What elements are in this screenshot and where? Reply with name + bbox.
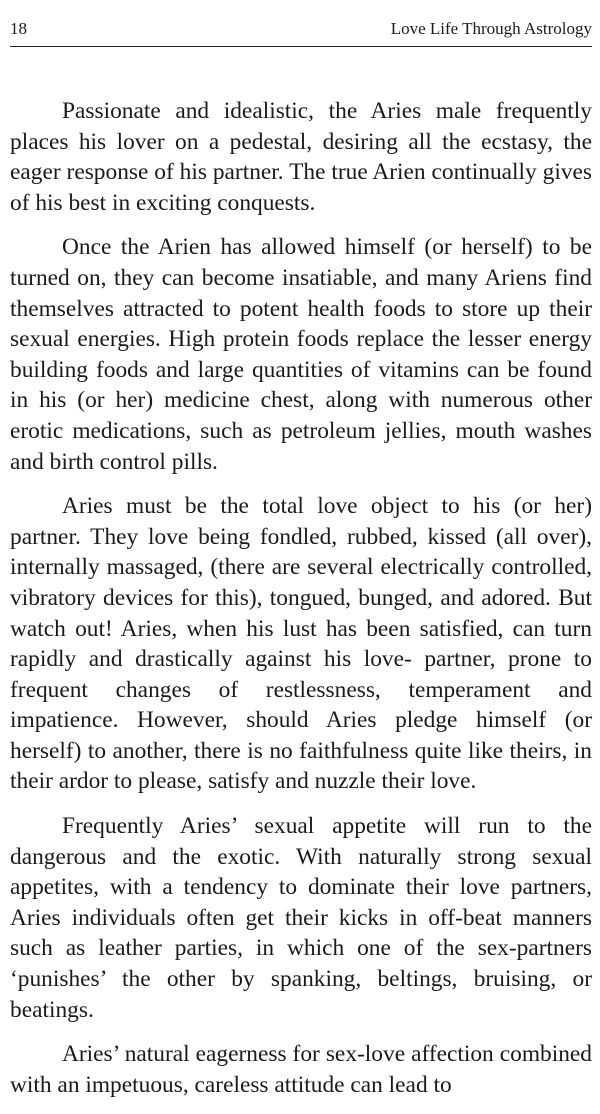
paragraph-4: Frequently Aries’ sexual appetite will run to the dangerous and the exotic. With naturally strong sexual appetites, with a tendency to dominate their love partners, Aries individuals often get their kicks in off-beat manners such as leather parties, in which one of the sex-partners ‘punishes’ the other by spanking, beltings, bruising, or beatings. [10,813,592,1023]
paragraph-1: Passionate and idealistic, the Aries male frequently places his lover on a pedestal, desiring all the ecstasy, the eager response of his partner. The true Arien continually gives of his best in exciting conquests. [10,98,592,216]
running-title: Love Life Through Astrology [390,19,592,38]
page-number: 18 [10,19,27,38]
header-rule [10,46,592,47]
page-header [10,18,592,46]
paragraph-2: Once the Arien has allowed himself (or herself) to be turned on, they can become insatiable, and many Ariens find themselves attracted to potent health foods to store up their sexual energies. High protein foods replace the lesser energy building foods and large quantities of vitamins can be found in his (or her) medicine chest, along with numerous other erotic medications, such as petroleum jellies, mouth washes and birth control pills. [10,234,592,475]
paragraph-3: Aries must be the total love object to his (or her) partner. They love being fondled, rubbed, kissed (all over), internally massaged, (there are several electrically controlled, vibratory devices for this), tongued, bunged, and adored. But watch out! Aries, when his lust has been satisfied, can turn rapidly and drastically against his love- partner, prone to frequent changes of restlessness, temperament and impatience. However, should Aries pledge himself (or herself) to another, there is no faithfulness quite like theirs, in their ardor to please, satisfy and nuzzle their love. [10,493,592,795]
body-text [10,96,592,1114]
paragraph-5: Aries’ natural eagerness for sex-love affection combined with an impetuous, careless attitude can lead to [10,1041,592,1098]
